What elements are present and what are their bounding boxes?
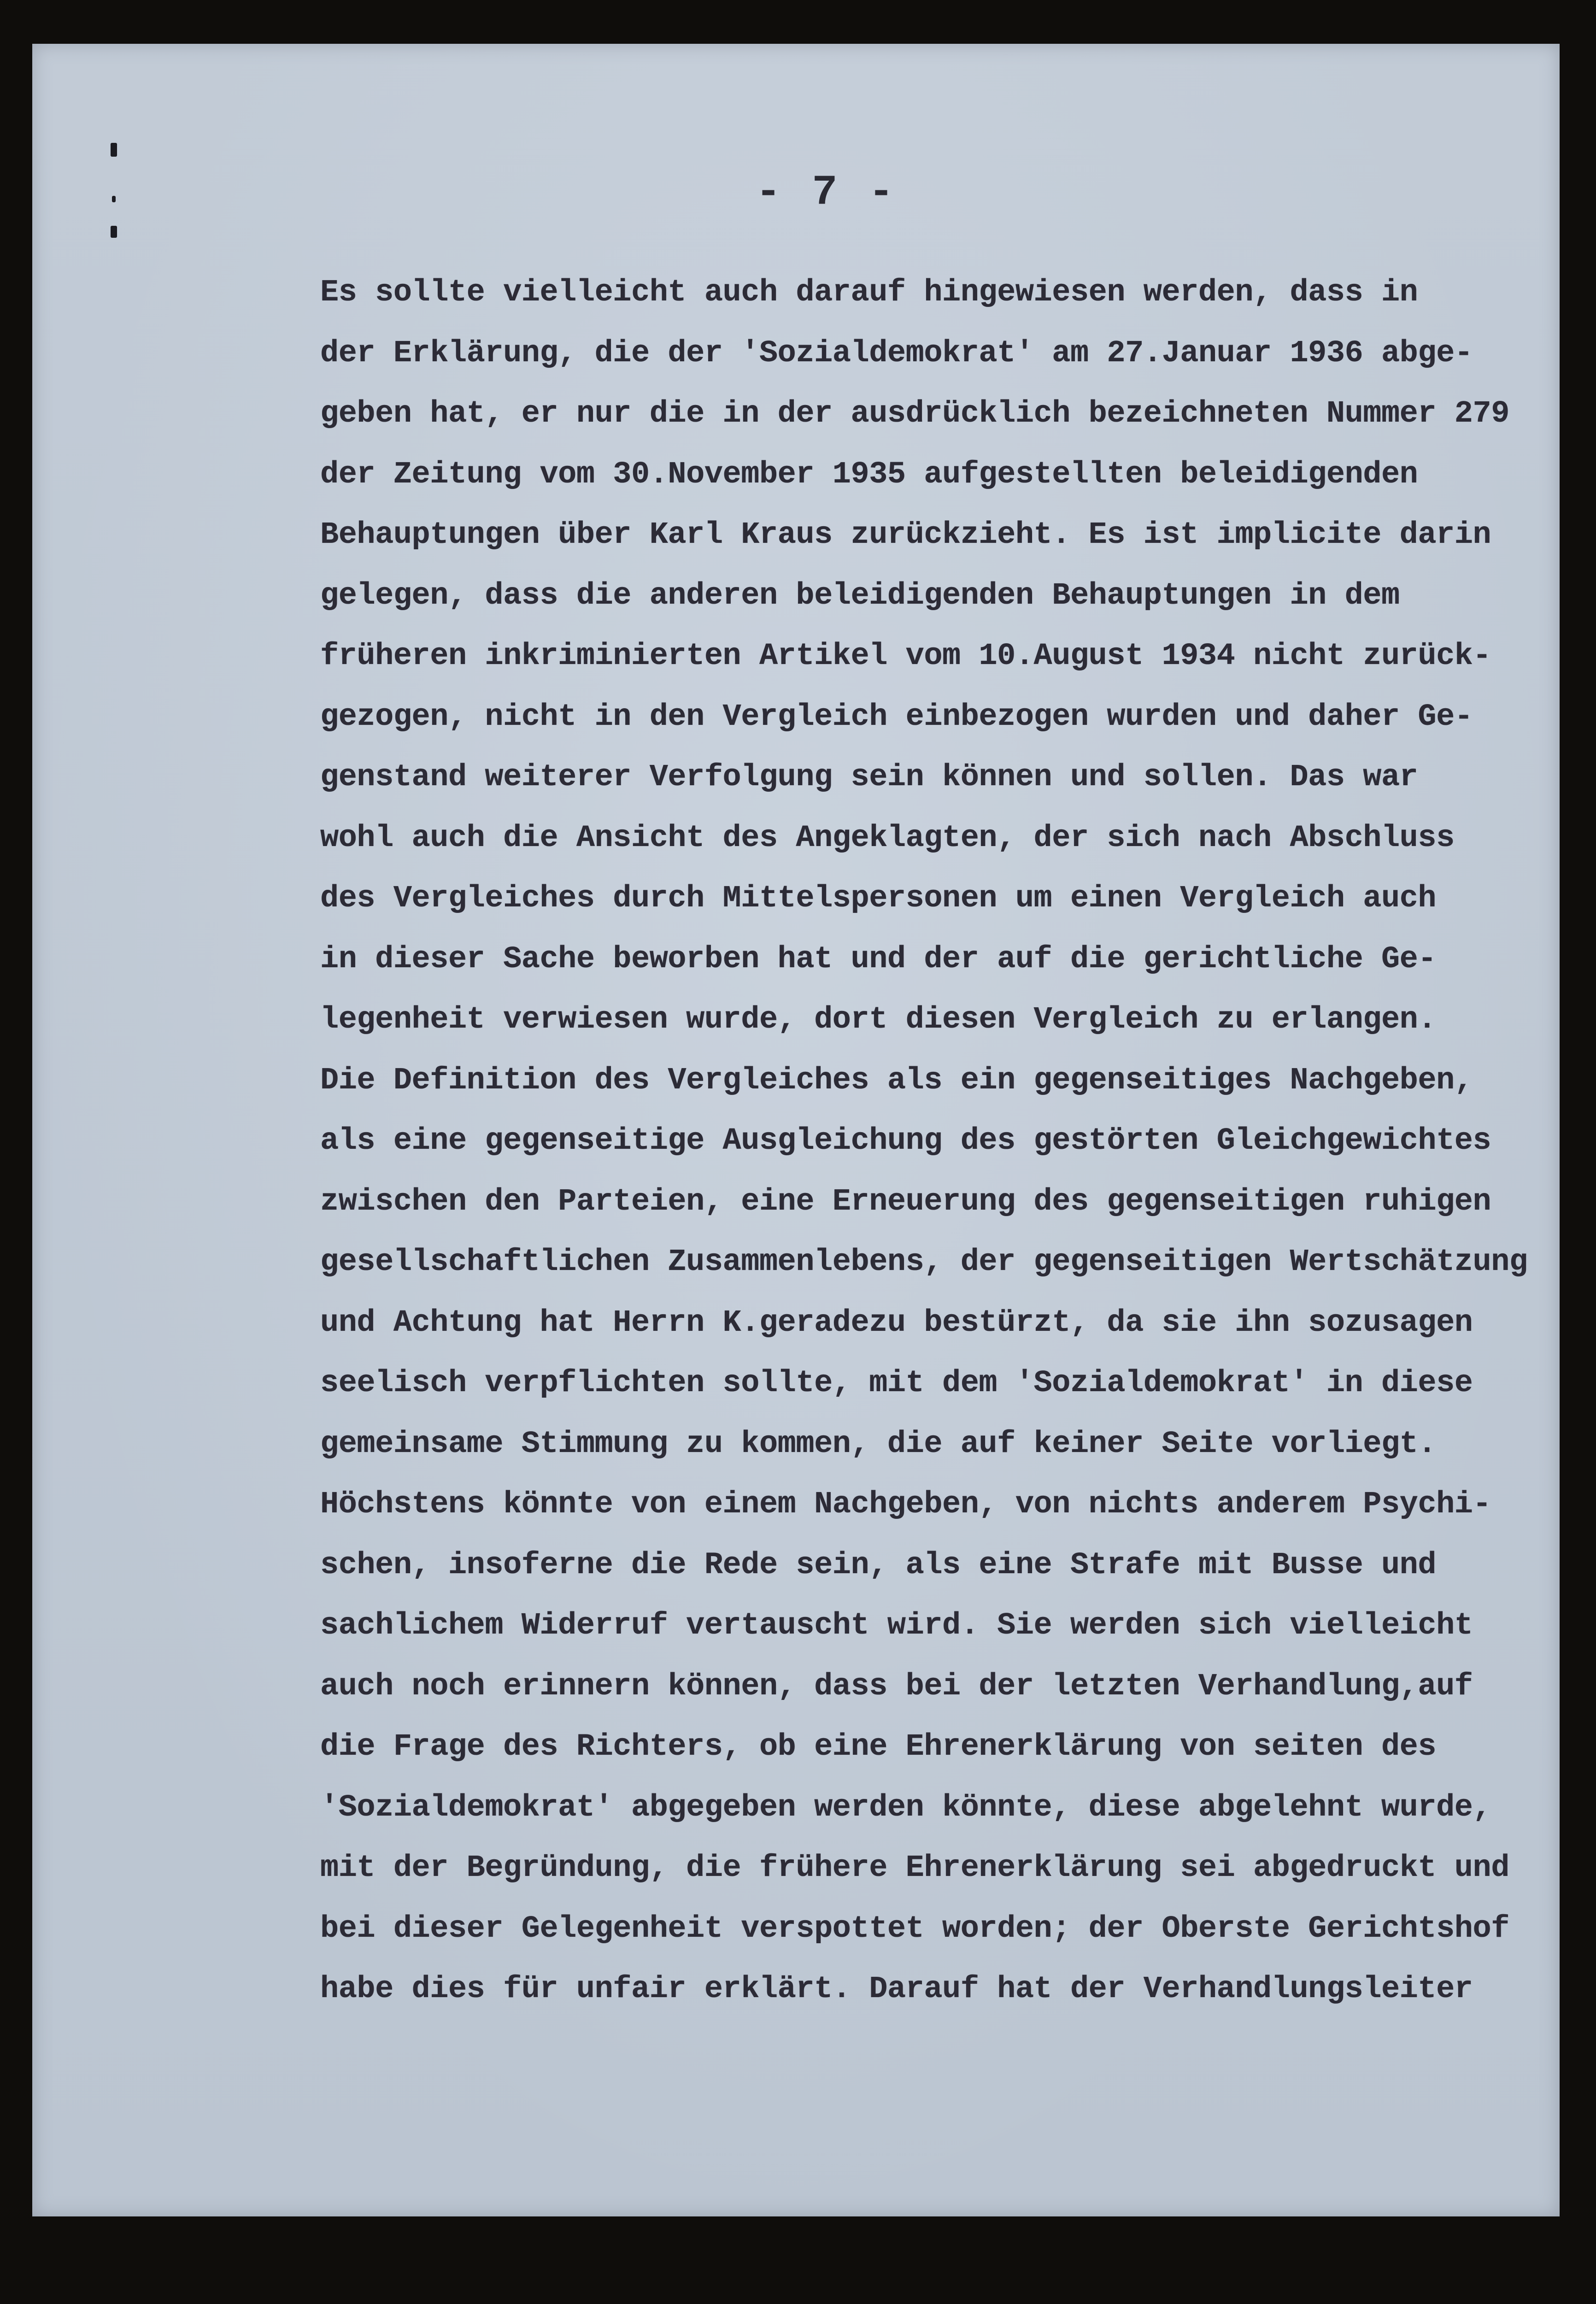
- text-line: Die Definition des Vergleiches als ein gegenseitiges Nachgeben,: [320, 1063, 1473, 1098]
- text-line: Es sollte vielleicht auch darauf hingewiesen werden, dass in: [320, 275, 1418, 310]
- text-line: gesellschaftlichen Zusammenlebens, der gegenseitigen Wertschätzung: [320, 1245, 1528, 1280]
- text-line: bei dieser Gelegenheit verspottet worden; der Oberste Gerichtshof: [320, 1911, 1509, 1946]
- text-line: gemeinsame Stimmung zu kommen, die auf keiner Seite vorliegt.: [320, 1426, 1437, 1462]
- text-line: auch noch erinnern können, dass bei der letzten Verhandlung,auf: [320, 1669, 1473, 1704]
- text-line: gezogen, nicht in den Vergleich einbezogen wurden und daher Ge-: [320, 699, 1473, 735]
- text-line: habe dies für unfair erklärt. Darauf hat der Verhandlungsleiter: [320, 1972, 1473, 2007]
- text-line: früheren inkriminierten Artikel vom 10.August 1934 nicht zurück-: [320, 639, 1491, 674]
- text-line: 'Sozialdemokrat' abgegeben werden könnte, diese abgelehnt wurde,: [320, 1790, 1491, 1825]
- punch-mark: [111, 143, 117, 157]
- typed-text-body: [320, 263, 1564, 2020]
- text-line: der Erklärung, die der 'Sozialdemokrat' am 27.Januar 1936 abge-: [320, 335, 1473, 371]
- text-line: seelisch verpflichten sollte, mit dem 'Sozialdemokrat' in diese: [320, 1366, 1473, 1401]
- document-page: [32, 44, 1560, 2216]
- punch-mark: [111, 226, 117, 238]
- text-line: wohl auch die Ansicht des Angeklagten, der sich nach Abschluss: [320, 820, 1455, 856]
- text-line: und Achtung hat Herrn K.geradezu bestürzt, da sie ihn sozusagen: [320, 1305, 1473, 1340]
- text-line: Höchstens könnte von einem Nachgeben, von nichts anderem Psychi-: [320, 1487, 1491, 1522]
- page-number: - 7 -: [756, 168, 897, 217]
- punch-mark: [112, 196, 116, 202]
- punch-marks: [111, 97, 129, 253]
- text-line: legenheit verwiesen wurde, dort diesen Vergleich zu erlangen.: [320, 1002, 1437, 1037]
- text-line: gelegen, dass die anderen beleidigenden Behauptungen in dem: [320, 578, 1400, 613]
- text-line: des Vergleiches durch Mittelspersonen um einen Vergleich auch: [320, 881, 1437, 916]
- text-line: schen, insoferne die Rede sein, als eine Strafe mit Busse und: [320, 1547, 1437, 1583]
- text-line: die Frage des Richters, ob eine Ehrenerklärung von seiten des: [320, 1729, 1437, 1764]
- text-line: genstand weiterer Verfolgung sein können und sollen. Das war: [320, 760, 1418, 795]
- text-line: der Zeitung vom 30.November 1935 aufgestellten beleidigenden: [320, 457, 1418, 492]
- text-line: geben hat, er nur die in der ausdrücklich bezeichneten Nummer 279: [320, 396, 1509, 431]
- text-line: sachlichem Widerruf vertauscht wird. Sie werden sich vielleicht: [320, 1608, 1473, 1643]
- text-line: Behauptungen über Karl Kraus zurückzieht. Es ist implicite darin: [320, 517, 1491, 552]
- text-line: mit der Begründung, die frühere Ehrenerklärung sei abgedruckt und: [320, 1851, 1509, 1886]
- text-line: als eine gegenseitige Ausgleichung des gestörten Gleichgewichtes: [320, 1123, 1491, 1158]
- text-line: zwischen den Parteien, eine Erneuerung des gegenseitigen ruhigen: [320, 1184, 1491, 1219]
- text-line: in dieser Sache beworben hat und der auf die gerichtliche Ge-: [320, 941, 1437, 977]
